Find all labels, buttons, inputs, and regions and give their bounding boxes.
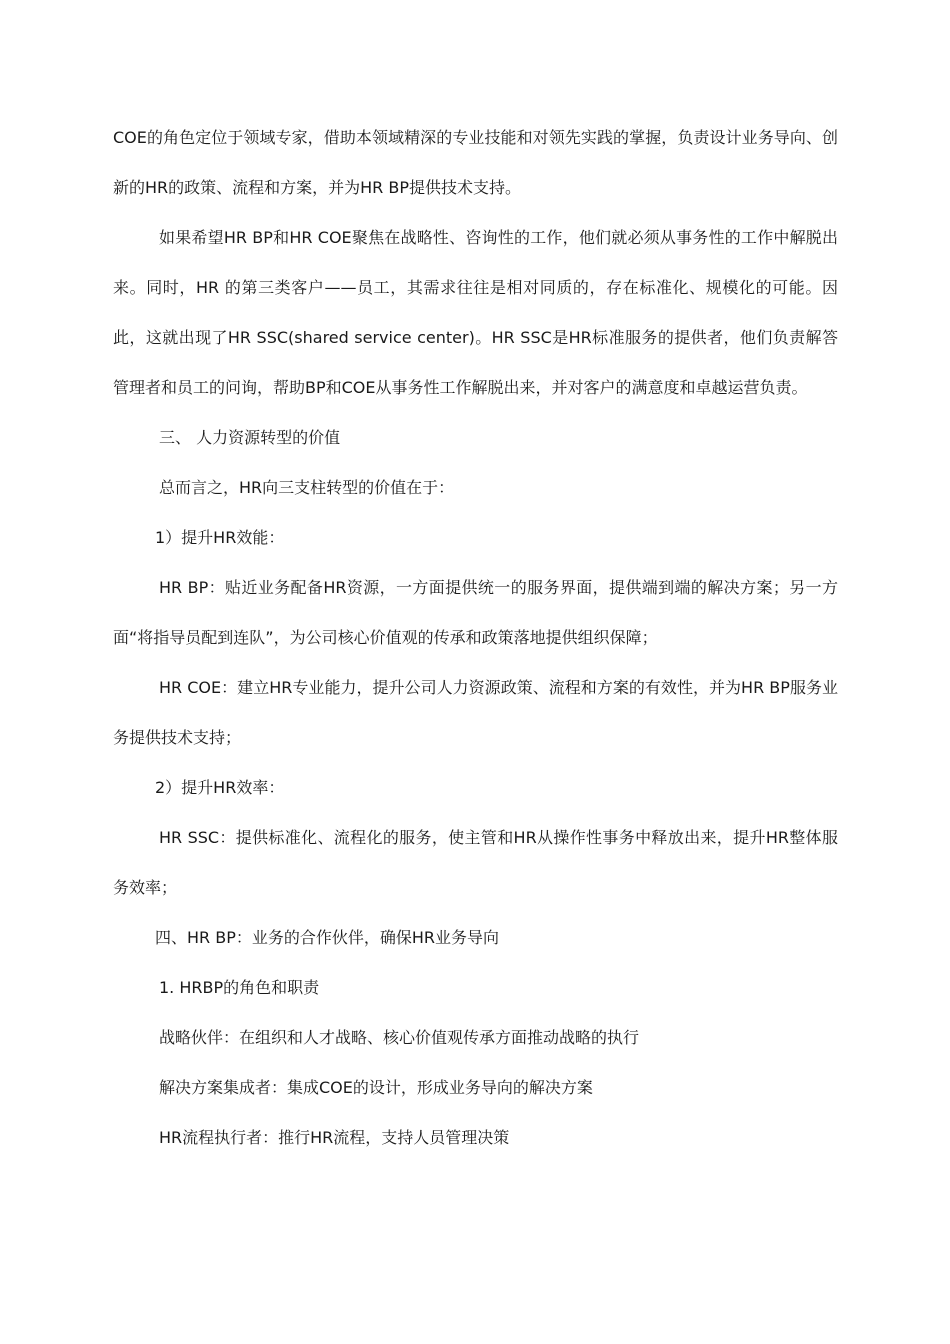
role-solution-integrator: 解决方案集成者：集成COE的设计，形成业务导向的解决方案 [159,1078,593,1097]
section-heading-3: 三、 人力资源转型的价值 [159,428,341,447]
subsection-heading-1: 1. HRBP的角色和职责 [159,978,320,997]
list-item-1: 1）提升HR效能： [155,528,285,547]
section-heading-4: 四、HR BP：业务的合作伙伴，确保HR业务导向 [155,928,500,947]
role-process-executor: HR流程执行者：推行HR流程，支持人员管理决策 [159,1128,510,1147]
paragraph-hr-ssc: HR SSC：提供标准化、流程化的服务，使主管和HR从操作性事务中释放出来，提升HR整体服务效率； [113,828,838,897]
paragraph-coe-role: COE的角色定位于领域专家，借助本领域精深的专业技能和对领先实践的掌握，负责设计业务导向、创新的HR的政策、流程和方案，并为HR BP提供技术支持。 [113,128,838,197]
paragraph-hr-bp: HR BP：贴近业务配备HR资源，一方面提供统一的服务界面，提供端到端的解决方案；另一方面“将指导员配到连队”，为公司核心价值观的传承和政策落地提供组织保障； [113,578,838,647]
paragraph-hr-coe: HR COE：建立HR专业能力，提升公司人力资源政策、流程和方案的有效性，并为HR BP服务业务提供技术支持； [113,678,838,747]
paragraph-summary: 总而言之，HR向三支柱转型的价值在于： [159,478,455,497]
list-item-2: 2）提升HR效率： [155,778,285,797]
paragraph-hr-ssc-intro: 如果希望HR BP和HR COE聚焦在战略性、咨询性的工作，他们就必须从事务性的工作中解脱出来。同时，HR 的第三类客户——员工，其需求往往是相对同质的，存在标准化、规模化的可能。因此，这就出现了HR SSC(shared service center)。HR SSC是HR标准服务的提供者，他们负责解答管理者和员工的问询，帮助BP和COE从事务性工作解脱出来，并对客户的满意度和卓越运营负责。 [113,228,838,397]
role-strategic-partner: 战略伙伴：在组织和人才战略、核心价值观传承方面推动战略的执行 [159,1028,640,1047]
document-body [113,113,838,1163]
